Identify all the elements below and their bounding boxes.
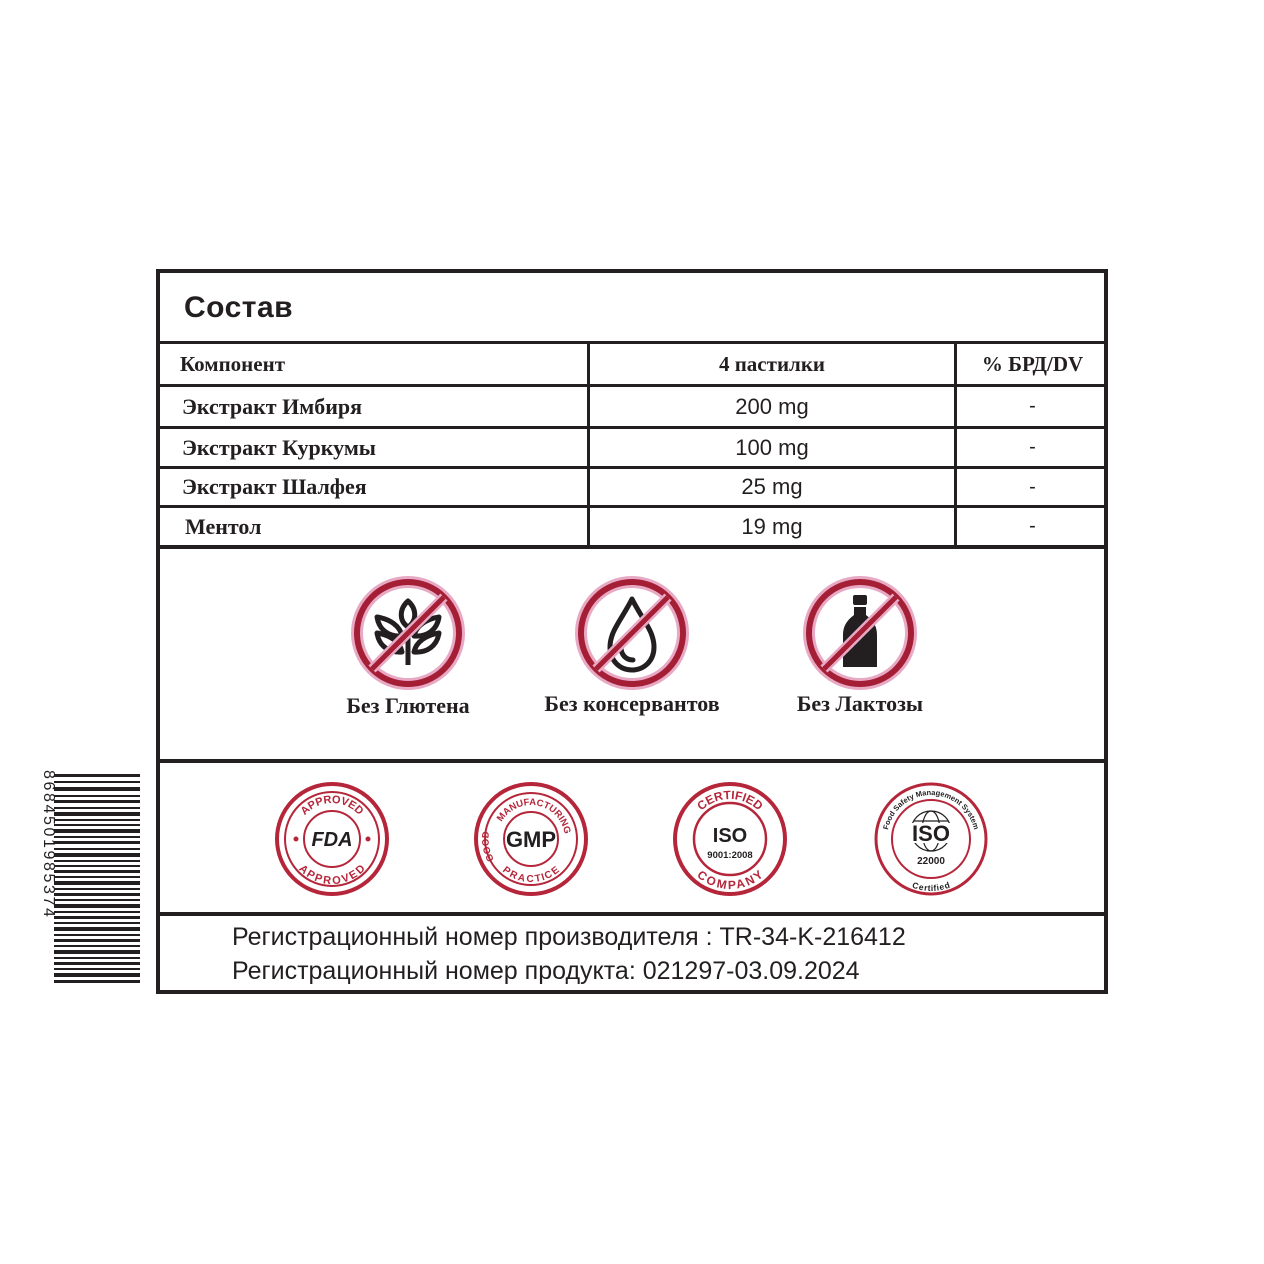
rule (160, 912, 1104, 916)
iso22000-sub-text: 22000 (917, 856, 945, 867)
iso9001-top-text: CERTIFIED (694, 787, 766, 814)
gmp-badge (473, 781, 589, 897)
ingredient-amount: 25 mg (741, 474, 803, 499)
gmp-bottom-text: PRACTICE (500, 864, 562, 886)
ingredient-amount: 200 mg (735, 393, 809, 419)
gmp-left-text: GOOD (480, 830, 497, 864)
product-label (156, 269, 1108, 994)
ingredient-amount: 100 mg (735, 434, 809, 460)
header-amount: 4 пастилки (718, 351, 826, 376)
barcode-bars (54, 774, 140, 983)
ingredient-name: Экстракт Куркумы (182, 434, 376, 460)
fda-approved-badge (274, 781, 390, 897)
no-drop-icon (574, 575, 690, 691)
svg-text:GOOD (480, 831, 496, 863)
free-label-gluten: Без Глютена (346, 693, 470, 718)
ingredient-name: Экстракт Шалфея (182, 474, 367, 499)
ingredient-dv: - (1029, 515, 1036, 537)
gmp-arc-top-text: MANUFACTURING (494, 796, 573, 835)
ingredient-dv: - (1029, 395, 1036, 417)
ingredient-amount: 19 mg (741, 513, 803, 539)
ingredient-dv: - (1029, 475, 1036, 498)
fda-bottom-text: APPROVED (296, 862, 368, 888)
no-milk-bottle-icon (802, 575, 918, 691)
gmp-main-text: GMP (505, 827, 557, 852)
barcode (30, 768, 142, 990)
rule (160, 545, 1104, 549)
header-component: Компонент (180, 351, 286, 376)
svg-text:PRACTICE (500, 865, 562, 886)
ingredient-name: Экстракт Имбиря (182, 393, 363, 419)
free-label-preservatives: Без консервантов (544, 691, 720, 716)
header-dv: % БРД/DV (981, 351, 1084, 376)
rule (160, 759, 1104, 763)
free-label-lactose: Без Лактозы (796, 691, 924, 716)
product-registration: Регистрационный номер продукта: 021297-03.09.2024 (232, 957, 860, 985)
fda-main-text: FDA (311, 829, 353, 851)
iso22000-bottom-text: Certified (910, 879, 952, 894)
manufacturer-registration: Регистрационный номер производителя : TR-34-K-216412 (232, 923, 906, 951)
ingredient-name: Ментол (185, 513, 262, 539)
fda-top-text: APPROVED (298, 793, 366, 818)
composition-title: Состав (184, 291, 294, 324)
ingredient-dv: - (1029, 436, 1036, 458)
iso-9001-badge (672, 781, 788, 897)
iso22000-top-text: Food Safety Management System (881, 787, 981, 831)
iso9001-main-text: ISO (712, 825, 748, 847)
iso9001-sub-text: 9001:2008 (707, 850, 753, 861)
iso-22000-badge (873, 781, 989, 897)
iso22000-main-text: ISO (912, 821, 950, 846)
iso9001-bottom-text: COMPANY (694, 867, 766, 893)
barcode-digits: 8684501985374 (40, 770, 57, 920)
no-wheat-icon (350, 575, 466, 691)
